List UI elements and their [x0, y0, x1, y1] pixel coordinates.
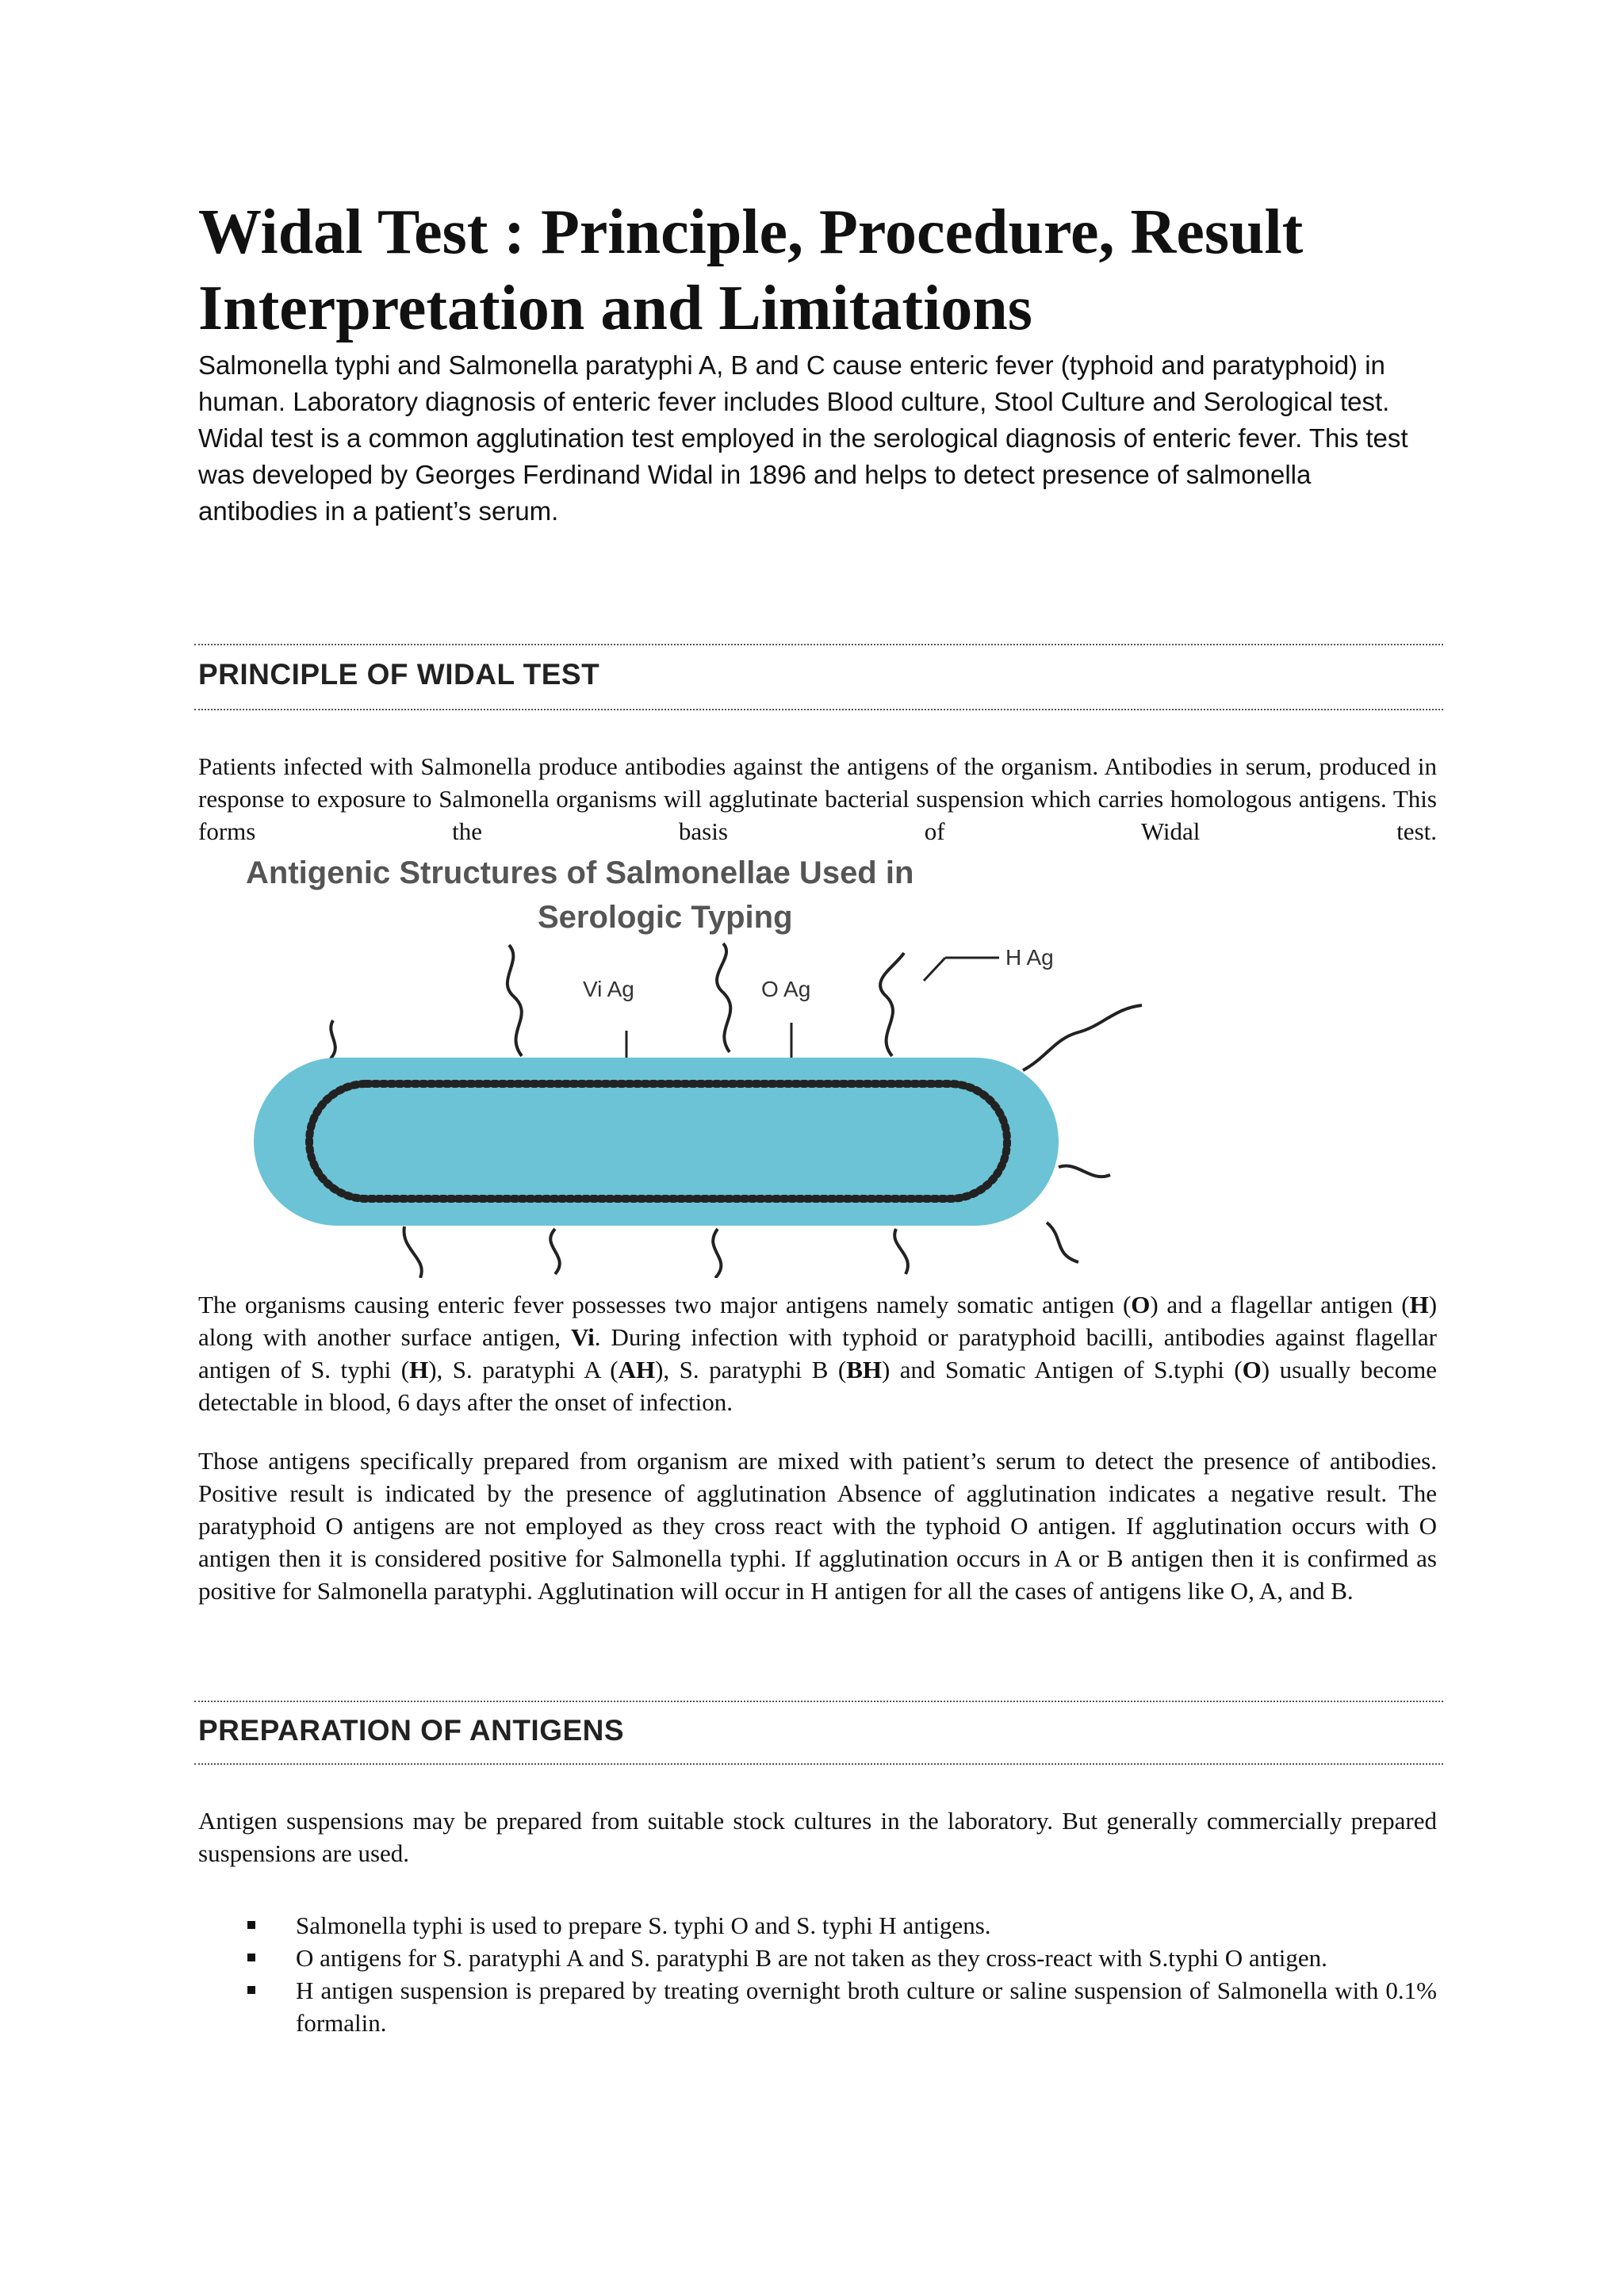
label-pointers	[626, 958, 999, 1068]
antigenic-structure-figure	[222, 850, 1221, 1278]
salmonella-diagram	[222, 850, 1221, 1278]
bold-antigen: H	[409, 1356, 429, 1383]
bold-antigen: Vi	[570, 1323, 595, 1351]
text-span: ), S. paratyphi A (	[428, 1356, 619, 1383]
preparation-paragraph: Antigen suspensions may be prepared from suitable stock cultures in the laboratory. But generally commercially prepared suspensions are used.	[198, 1807, 1437, 1867]
section-divider-top	[194, 1701, 1443, 1702]
list-item-text: H antigen suspension is prepared by treating overnight broth culture or saline suspension of Salmonella with 0.1% formalin.	[296, 1976, 1437, 2037]
list-item	[198, 1974, 1437, 2039]
intro-paragraph: Salmonella typhi and Salmonella paratyphi A, B and C cause enteric fever (typhoid and paratyphoid) in human. Laboratory diagnosis of enteric fever includes Blood culture, Stool Culture and Serological test. Widal test is a common agglutination test employed in the serological diagnosis of enteric fever. This test was developed by Georges Ferdinand Widal in 1896 and helps to detect presence of salmonella antibodies in a patient’s serum.	[198, 350, 1408, 526]
section-divider-bottom	[194, 1763, 1443, 1765]
figure-title-line2: Serologic Typing	[538, 900, 793, 935]
document-title: Widal Test : Principle, Procedure, Result Interpretation and Limitations	[198, 197, 1304, 343]
preparation-bullet-list	[198, 1909, 1437, 2039]
bold-antigen: AH	[618, 1356, 656, 1383]
principle-paragraph: Patients infected with Salmonella produce antibodies against the antigens of the organism. Antibodies in serum, produced in response to exposure to Salmonella organisms will agglutinate bacterial suspension which carries homologous antigens. This forms the basis of Widal test.	[198, 752, 1437, 845]
antigens-paragraph	[198, 1288, 1437, 1418]
text-span: The organisms causing enteric fever possesses two major antigens namely somatic antigen (	[198, 1291, 1132, 1318]
bullet-square-icon	[247, 1921, 255, 1929]
bullet-square-icon	[247, 1954, 255, 1961]
label-o-ag: O Ag	[761, 977, 811, 1001]
list-item	[198, 1942, 1437, 1974]
text-span: ) usually become detectable in blood, 6 days after the onset of infection.	[198, 1356, 1438, 1416]
text-span: ) and Somatic Antigen of S.typhi (	[881, 1356, 1243, 1383]
text-span: ), S. paratyphi B (	[655, 1356, 847, 1383]
text-span: . During infection with typhoid or paratyphoid bacilli, antibodies against flagellar antigen of S. typhi (	[198, 1323, 1438, 1383]
section-divider-top	[194, 644, 1443, 645]
text-span: ) along with another surface antigen,	[198, 1291, 1438, 1351]
bold-antigen: BH	[846, 1356, 882, 1383]
section-divider-bottom	[194, 709, 1443, 710]
bullet-square-icon	[247, 1986, 255, 1994]
list-item-text: O antigens for S. paratyphi A and S. paratyphi B are not taken as they cross-react with S.typhi O antigen.	[296, 1944, 1327, 1972]
bold-antigen: H	[1409, 1291, 1429, 1318]
mixing-paragraph: Those antigens specifically prepared from organism are mixed with patient’s serum to detect the presence of antibodies. Positive result is indicated by the presence of agglutination Absence of agglutination indicates a negative result. The paratyphoid O antigens are not employed as they cross react with the typhoid O antigen. If agglutination occurs with O antigen then it is considered positive for Salmonella typhi. If agglutination occurs in A or B antigen then it is confirmed as positive for Salmonella paratyphi. Agglutination will occur in H antigen for all the cases of antigens like O, A, and B.	[198, 1447, 1437, 1605]
preparation-heading: PREPARATION OF ANTIGENS	[198, 1714, 625, 1747]
list-item	[198, 1909, 1437, 1942]
figure-title-line1: Antigenic Structures of Salmonellae Used in	[246, 855, 914, 890]
list-item-text: Salmonella typhi is used to prepare S. typhi O and S. typhi H antigens.	[296, 1911, 991, 1939]
text-span: ) and a flagellar antigen (	[1150, 1291, 1410, 1318]
label-vi-ag: Vi Ag	[583, 977, 634, 1001]
principle-heading: PRINCIPLE OF WIDAL TEST	[198, 658, 600, 691]
label-h-ag: H Ag	[1005, 945, 1054, 970]
bold-antigen: O	[1242, 1356, 1262, 1383]
bold-antigen: O	[1131, 1291, 1151, 1318]
